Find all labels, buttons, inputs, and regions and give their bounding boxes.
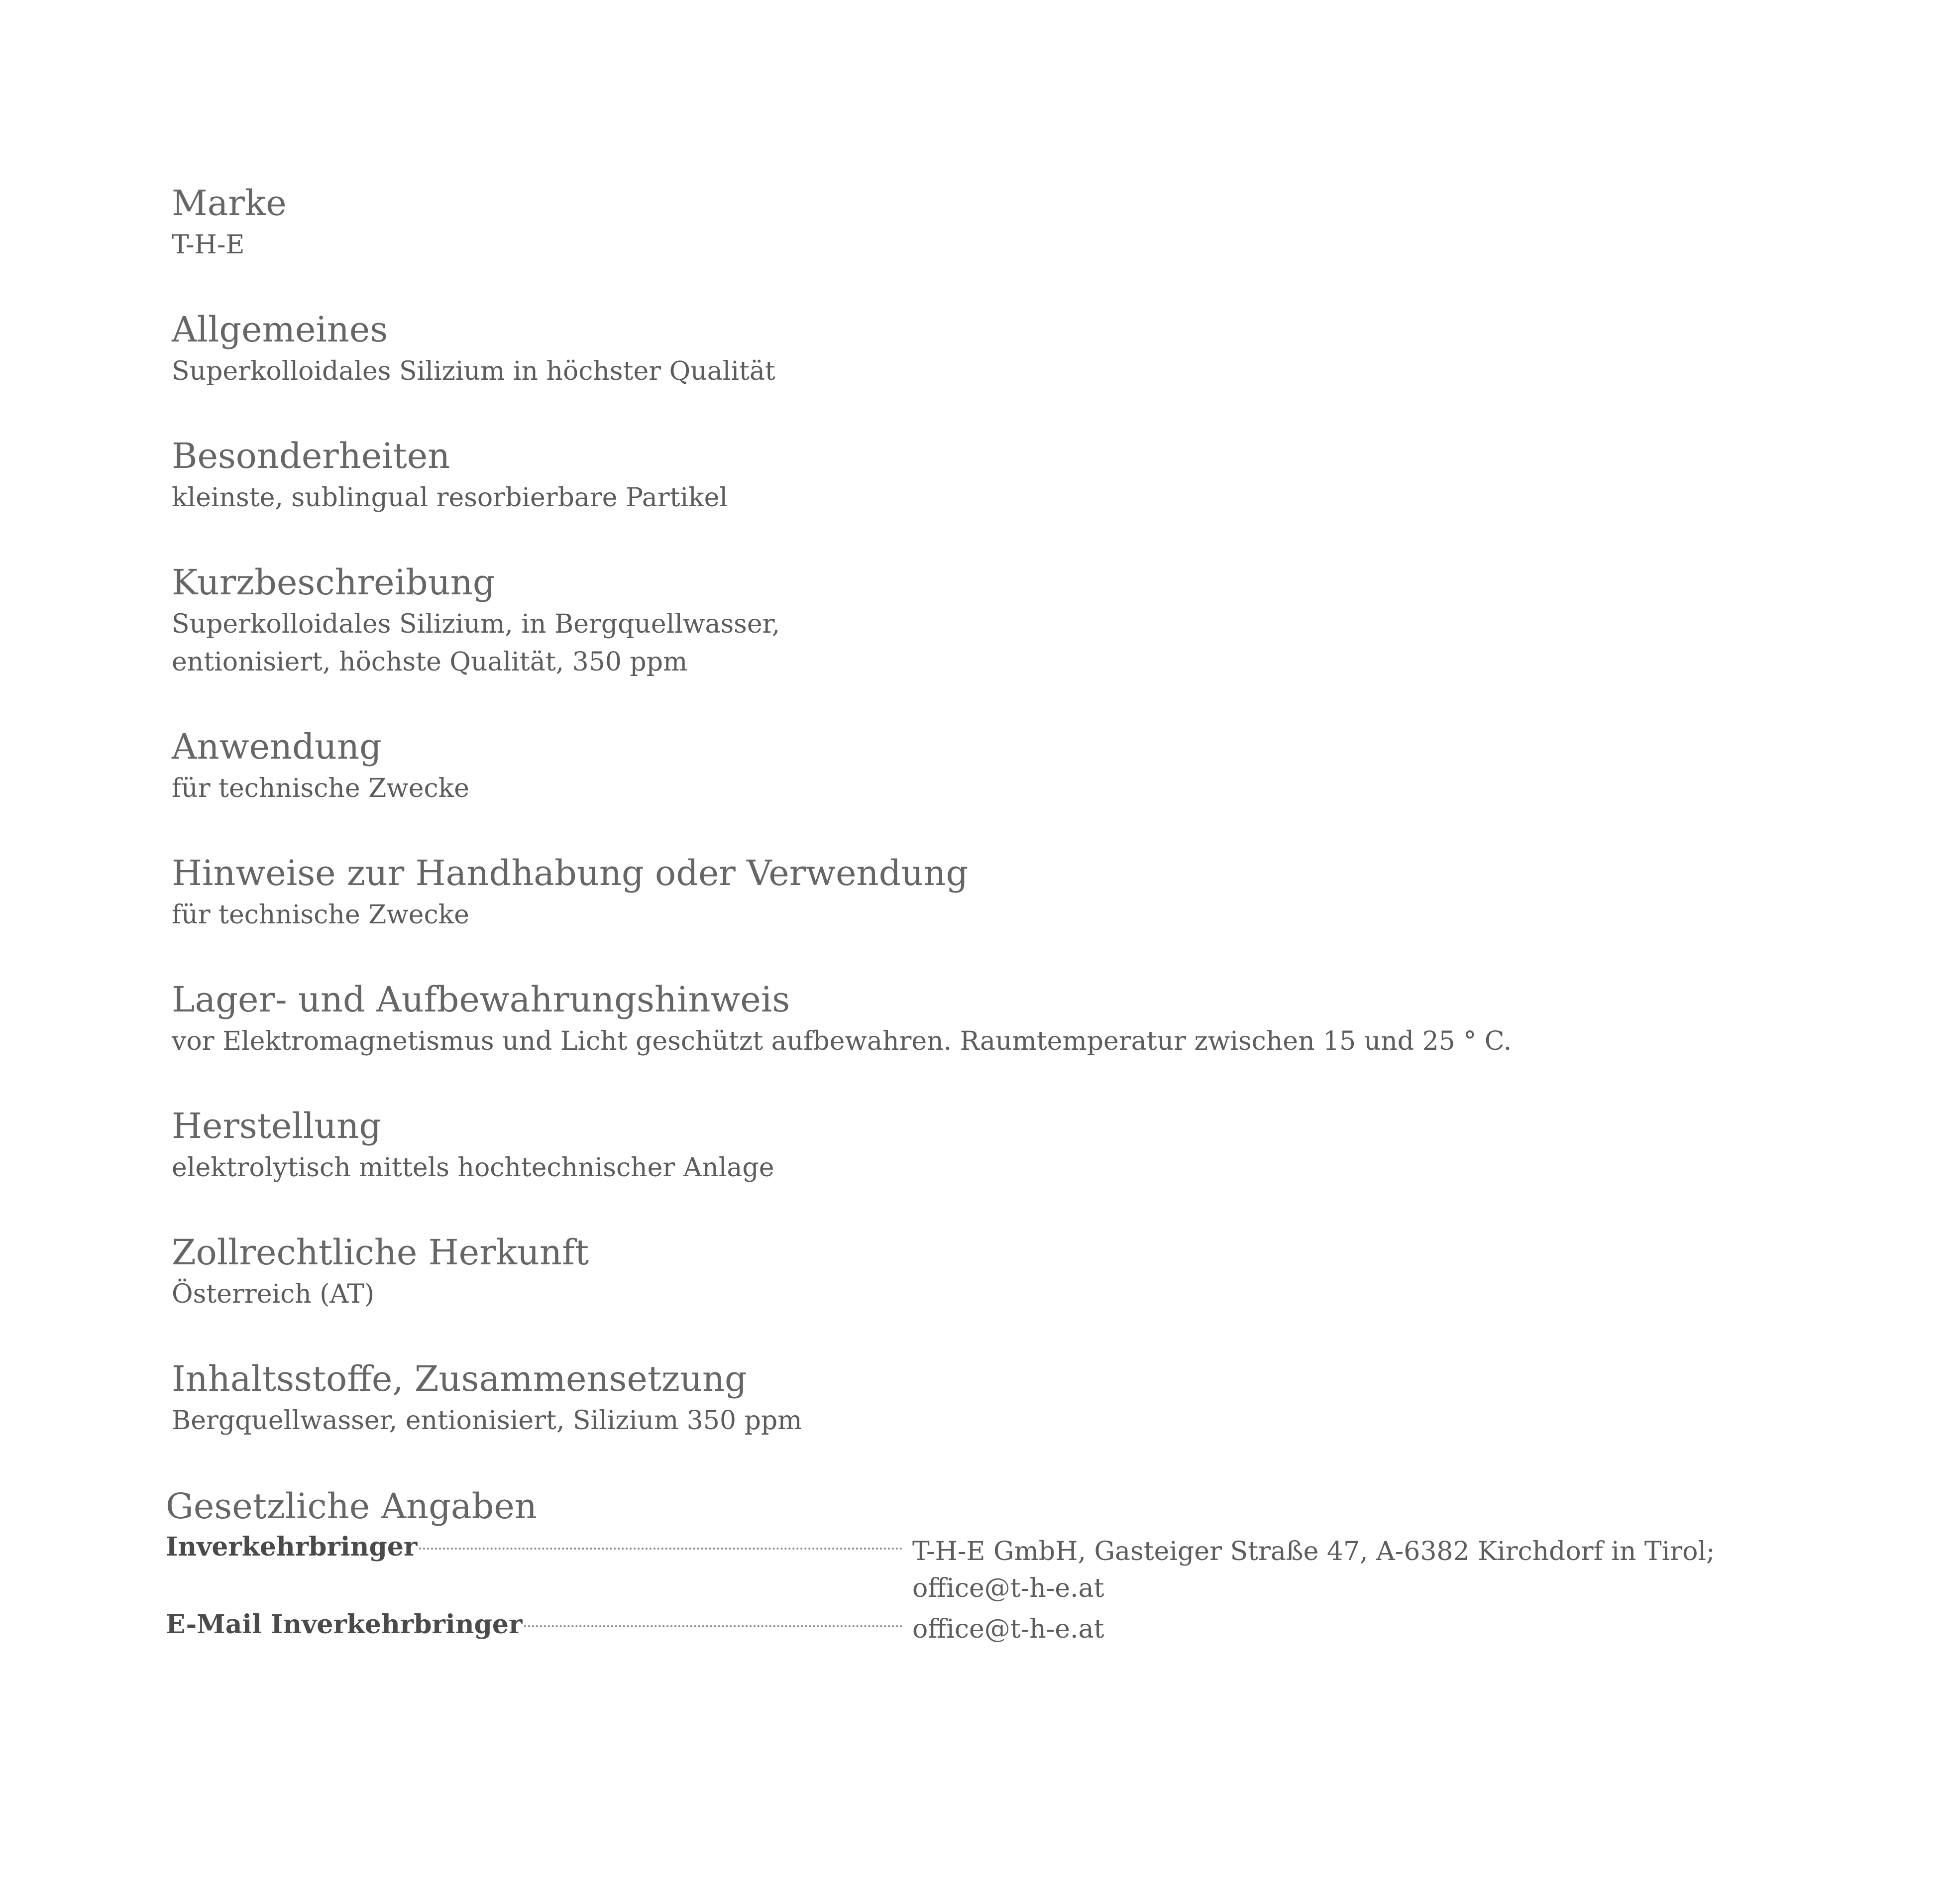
dotted-leader (524, 1625, 902, 1627)
section-value-line-2: entionisiert, höchste Qualität, 350 ppm (172, 647, 688, 677)
section-anwendung (172, 724, 1814, 850)
section-value: Bergquellwasser, entionisiert, Silizium 350 ppm (172, 1406, 802, 1436)
section-herstellung (172, 1103, 1814, 1230)
legal-label-wrap (166, 1607, 912, 1643)
section-heading: Lager- und Aufbewahrungshinweis (172, 979, 790, 1020)
section-heading: Anwendung (172, 726, 382, 767)
section-heading: Zollrechtliche Herkunft (172, 1232, 589, 1273)
legal-value: T-H-E GmbH, Gasteiger Straße 47, A-6382 Kirchdorf in Tirol; office@t-h-e.at (912, 1537, 1715, 1603)
legal-value: office@t-h-e.at (912, 1614, 1104, 1644)
legal-label: Inverkehrbringer (166, 1532, 418, 1562)
section-kurzbeschreibung (172, 559, 1814, 724)
legal-info (166, 1483, 1808, 1648)
legal-title: Gesetzliche Angaben (166, 1486, 537, 1527)
section-heading: Allgemeines (172, 309, 388, 350)
section-lagerhinweis (172, 977, 1814, 1103)
legal-row-inverkehrbringer (166, 1529, 1808, 1607)
section-besonderheiten (172, 433, 1814, 559)
legal-label: E-Mail Inverkehrbringer (166, 1609, 523, 1640)
section-heading: Hinweise zur Handhabung oder Verwendung (172, 853, 969, 894)
section-marke (172, 180, 1814, 307)
section-value: vor Elektromagnetismus und Licht geschützt aufbewahren. Raumtemperatur zwischen 15 und 25 ° C. (172, 1026, 1512, 1056)
section-heading: Marke (172, 183, 287, 224)
section-heading: Kurzbeschreibung (172, 562, 495, 603)
section-heading: Besonderheiten (172, 436, 450, 476)
section-value: kleinste, sublingual resorbierbare Partikel (172, 483, 728, 513)
section-hinweise (172, 850, 1814, 977)
section-herkunft (172, 1230, 1814, 1356)
section-allgemeines (172, 307, 1814, 433)
section-value: Superkolloidales Silizium in höchster Qualität (172, 356, 775, 386)
legal-label-wrap (166, 1529, 912, 1565)
product-info (172, 180, 1814, 1482)
section-value: für technische Zwecke (172, 774, 469, 803)
legal-row-email (166, 1607, 1808, 1648)
section-value: T-H-E (172, 230, 245, 260)
section-value-line-1: Superkolloidales Silizium, in Bergquellwasser, (172, 609, 780, 639)
section-heading: Inhaltsstoffe, Zusammensetzung (172, 1358, 747, 1399)
section-value: elektrolytisch mittels hochtechnischer Anlage (172, 1153, 774, 1183)
section-value: für technische Zwecke (172, 900, 469, 930)
dotted-leader (419, 1548, 902, 1550)
section-heading: Herstellung (172, 1106, 382, 1146)
section-value: Österreich (AT) (172, 1279, 375, 1309)
section-inhaltsstoffe (172, 1356, 1814, 1482)
